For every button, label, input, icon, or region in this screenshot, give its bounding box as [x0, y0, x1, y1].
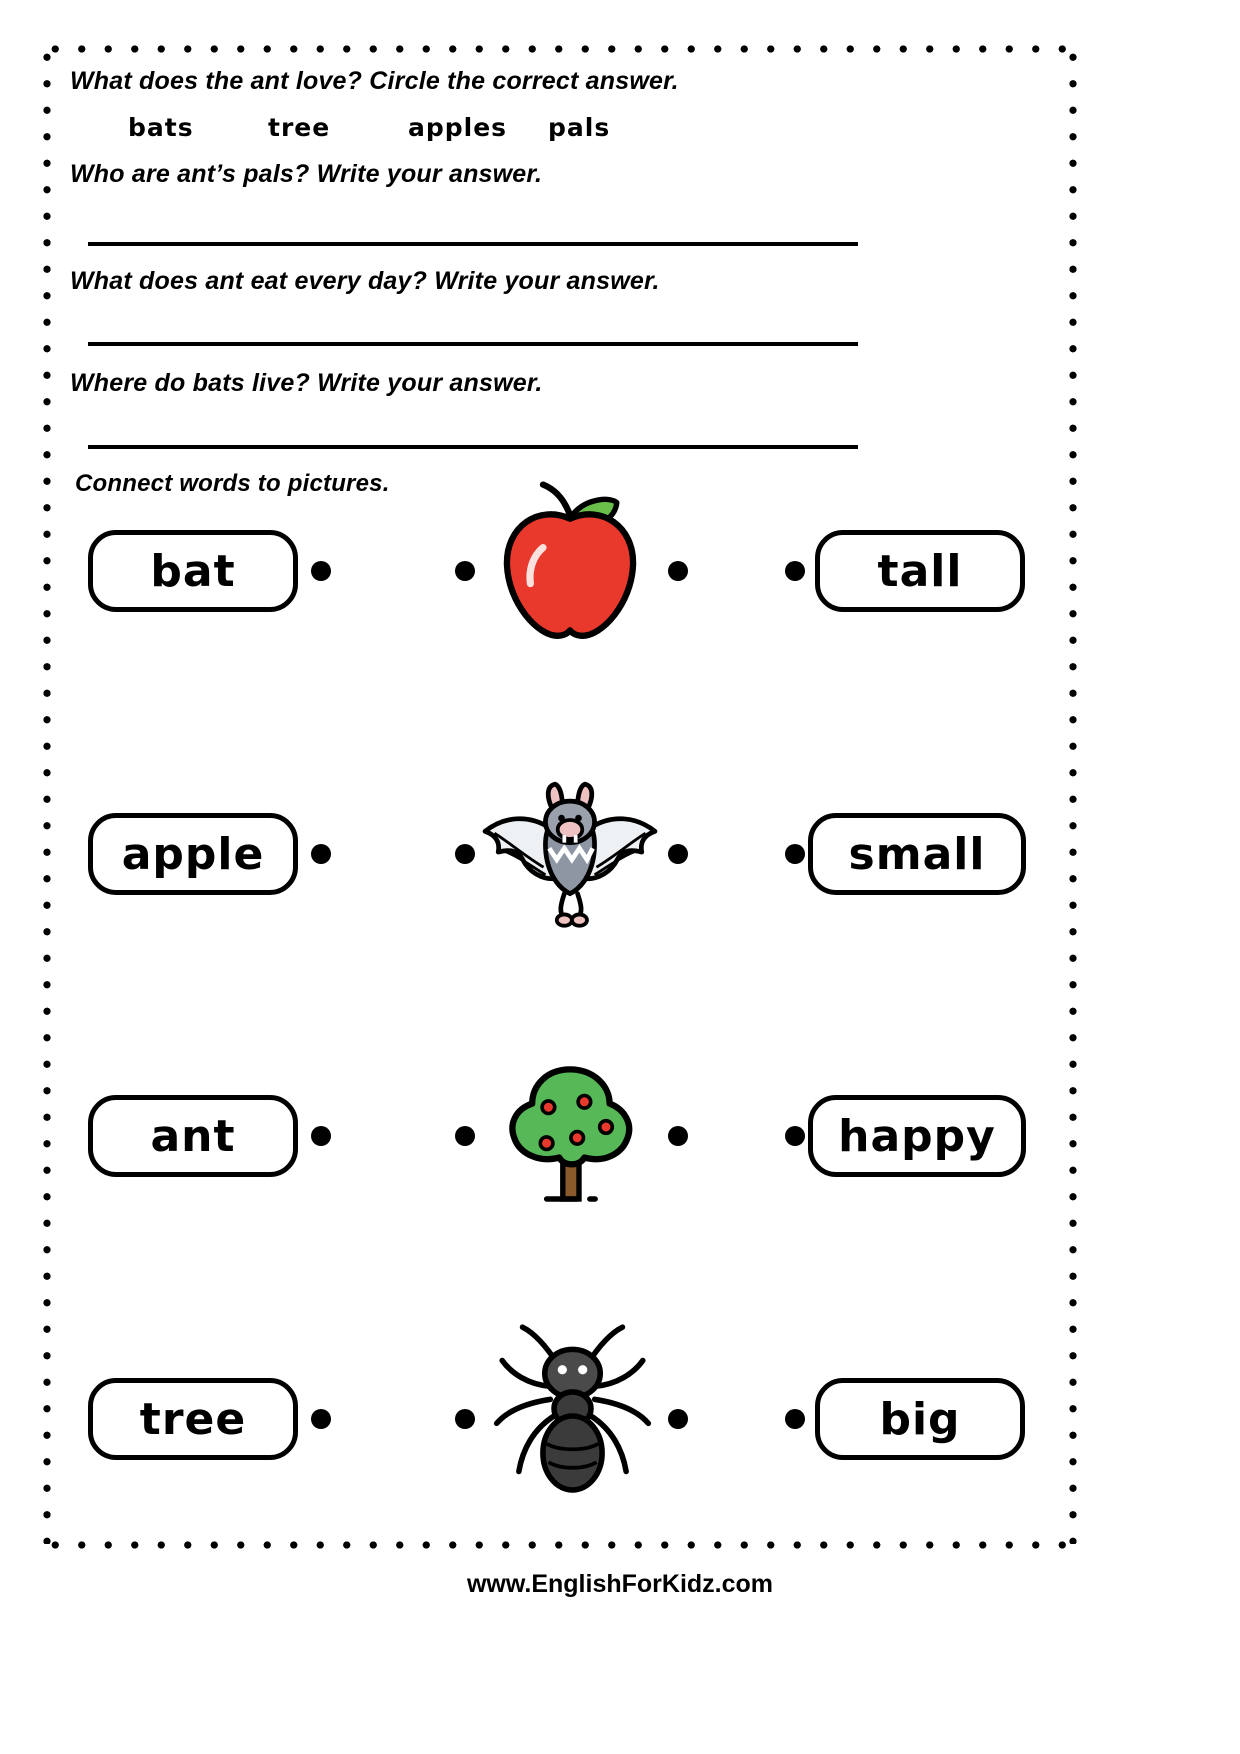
- connector-dot-picture-left-3[interactable]: [455, 1126, 475, 1146]
- answer-line-2[interactable]: [88, 342, 858, 346]
- question-3: What does ant eat every day? Write your answer.: [70, 267, 660, 295]
- word-box-apple[interactable]: apple: [88, 813, 298, 895]
- word-box-ant[interactable]: ant: [88, 1095, 298, 1177]
- match-row-2: [0, 783, 1240, 923]
- question-4: Where do bats live? Write your answer.: [70, 369, 543, 397]
- connector-dot-picture-right-4[interactable]: [668, 1409, 688, 1429]
- connector-dot-left-2[interactable]: [311, 844, 331, 864]
- connector-dot-picture-left-4[interactable]: [455, 1409, 475, 1429]
- word-box-tall[interactable]: tall: [815, 530, 1025, 612]
- circle-choices: [128, 113, 688, 142]
- word-box-bat[interactable]: bat: [88, 530, 298, 612]
- connector-dot-left-4[interactable]: [311, 1409, 331, 1429]
- connector-dot-picture-right-3[interactable]: [668, 1126, 688, 1146]
- choice-tree[interactable]: tree: [268, 113, 331, 142]
- ant-icon: [480, 1312, 660, 1492]
- connector-dot-picture-left-1[interactable]: [455, 561, 475, 581]
- connector-dot-right-4[interactable]: [785, 1409, 805, 1429]
- connector-dot-left-1[interactable]: [311, 561, 331, 581]
- connector-dot-picture-right-1[interactable]: [668, 561, 688, 581]
- bat-icon: [480, 769, 660, 949]
- footer-url[interactable]: www.EnglishForKidz.com: [466, 1570, 774, 1598]
- match-row-3: [0, 1065, 1240, 1205]
- connector-dot-right-3[interactable]: [785, 1126, 805, 1146]
- question-1: What does the ant love? Circle the correct answer.: [70, 67, 679, 95]
- word-box-tree[interactable]: tree: [88, 1378, 298, 1460]
- choice-apples[interactable]: apples: [408, 113, 508, 142]
- tree-icon: [480, 1037, 660, 1217]
- question-2: Who are ant’s pals? Write your answer.: [70, 160, 543, 188]
- choice-bats[interactable]: bats: [128, 113, 194, 142]
- connector-dot-right-2[interactable]: [785, 844, 805, 864]
- question-5: Connect words to pictures.: [75, 470, 390, 497]
- answer-line-3[interactable]: [88, 445, 858, 449]
- dotted-border-top: [42, 44, 1078, 54]
- match-row-4: [0, 1348, 1240, 1488]
- match-row-1: [0, 500, 1240, 640]
- word-box-big[interactable]: big: [815, 1378, 1025, 1460]
- dotted-border-bottom: [42, 1540, 1078, 1550]
- connector-dot-right-1[interactable]: [785, 561, 805, 581]
- word-box-happy[interactable]: happy: [808, 1095, 1026, 1177]
- answer-line-1[interactable]: [88, 242, 858, 246]
- apple-icon: [480, 472, 660, 652]
- connector-dot-picture-right-2[interactable]: [668, 844, 688, 864]
- connector-dot-left-3[interactable]: [311, 1126, 331, 1146]
- choice-pals[interactable]: pals: [548, 113, 611, 142]
- word-box-small[interactable]: small: [808, 813, 1026, 895]
